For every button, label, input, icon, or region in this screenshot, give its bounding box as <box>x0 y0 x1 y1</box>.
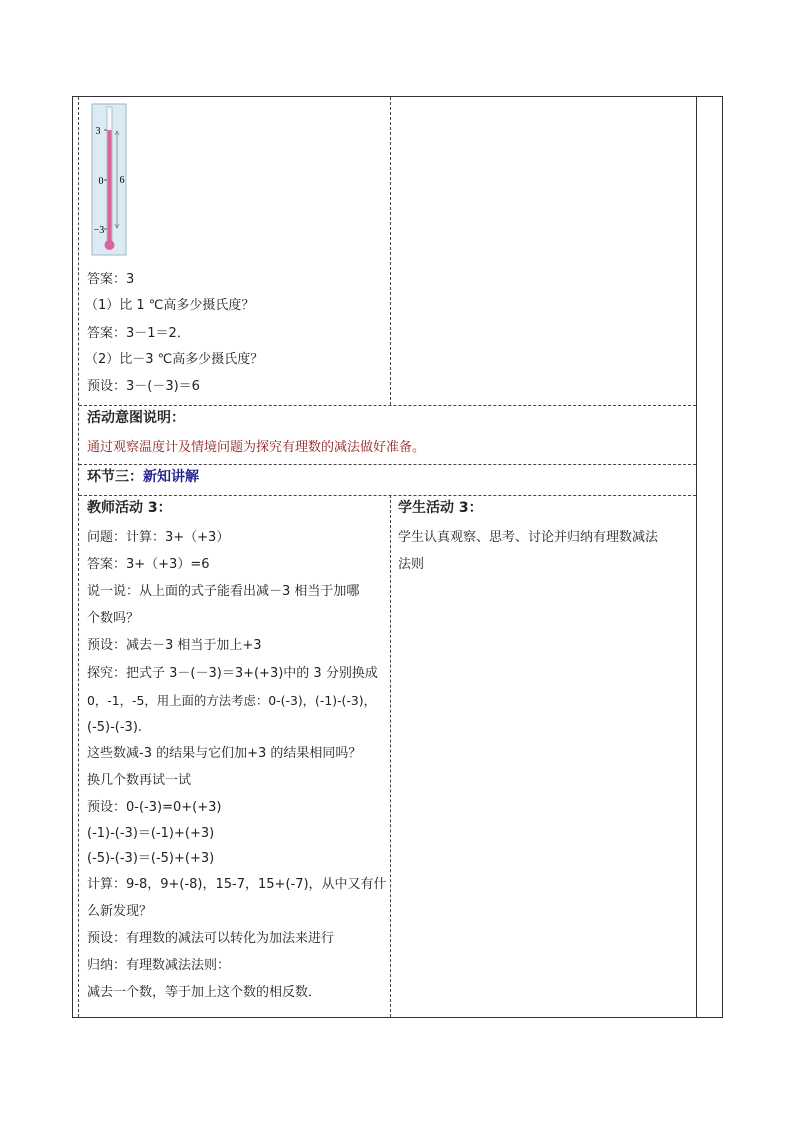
teacher-line: 预设：0-(-3)=0+(+3) <box>87 800 222 815</box>
teacher-line: 问题：计算：3+（+3） <box>87 530 230 545</box>
span-label: 6 <box>119 175 125 186</box>
teacher-line: 减去一个数，等于加上这个数的相反数． <box>87 985 322 1000</box>
student-line: 法则 <box>398 557 425 572</box>
teacher-line: (-5)-(-3)＝(-5)+(+3) <box>87 851 215 866</box>
teacher-line: 个数吗？ <box>87 611 140 626</box>
column-divider-upper <box>390 97 391 405</box>
teacher-line: 探究：把式子 3－(－3)＝3+(+3)中的 3 分别换成 <box>87 666 378 681</box>
teacher-line: (-5)-(-3). <box>87 720 143 735</box>
teacher-line: 预设：有理数的减法可以转化为加法来进行 <box>87 931 335 946</box>
thermometer-fluid <box>108 130 112 243</box>
preset-1: 预设：3－(－3)＝6 <box>87 379 200 394</box>
answer-1: 答案：3 <box>87 272 135 287</box>
answer-2: 答案：3－1＝2． <box>87 326 190 341</box>
teacher-line: (-1)-(-3)＝(-1)+(+3) <box>87 826 215 841</box>
teacher-activity-title: 教师活动 3： <box>87 500 172 516</box>
scale-label-0: 0 <box>98 176 104 187</box>
student-activity-title: 学生活动 3： <box>398 500 483 516</box>
scale-label-3: 3 <box>95 126 101 137</box>
row-divider-3 <box>79 495 696 496</box>
teacher-line: 答案：3+（+3）=6 <box>87 557 210 572</box>
column-divider-lower <box>390 495 391 1017</box>
intent-title: 活动意图说明： <box>87 410 185 426</box>
scale-label-neg3: −3 <box>93 225 105 236</box>
teacher-line: 预设：减去－3 相当于加上+3 <box>87 638 262 653</box>
thermometer-bulb <box>105 240 115 250</box>
section-label: 环节三： <box>87 469 143 485</box>
student-line: 学生认真观察、思考、讨论并归纳有理数减法 <box>398 530 659 545</box>
right-margin-line <box>696 96 697 1018</box>
row-divider-2 <box>79 464 696 465</box>
thermometer-figure <box>88 103 130 258</box>
section-title: 新知讲解 <box>143 469 199 485</box>
question-2: （2）比－3 ℃高多少摄氏度？ <box>85 352 264 367</box>
teacher-line: 这些数减-3 的结果与它们加+3 的结果相同吗？ <box>87 746 362 761</box>
row-divider-1 <box>79 405 696 406</box>
left-dashed-border <box>78 97 79 1017</box>
teacher-line: 换几个数再试一试 <box>87 773 192 788</box>
teacher-line: 么新发现？ <box>87 904 153 919</box>
question-1: （1）比 1 ℃高多少摄氏度？ <box>85 298 255 313</box>
intent-text: 通过观察温度计及情境问题为探究有理数的减法做好准备。 <box>87 440 426 455</box>
section-heading <box>87 469 199 485</box>
teacher-line: 说一说：从上面的式子能看出减－3 相当于加哪 <box>87 584 360 599</box>
teacher-line: 0，-1，-5，用上面的方法考虑：0-(-3)，(-1)-(-3)， <box>87 693 376 708</box>
teacher-line: 归纳：有理数减法法则： <box>87 958 231 973</box>
teacher-line: 计算：9-8，9+(-8)，15-7，15+(-7)，从中又有什 <box>87 877 387 892</box>
